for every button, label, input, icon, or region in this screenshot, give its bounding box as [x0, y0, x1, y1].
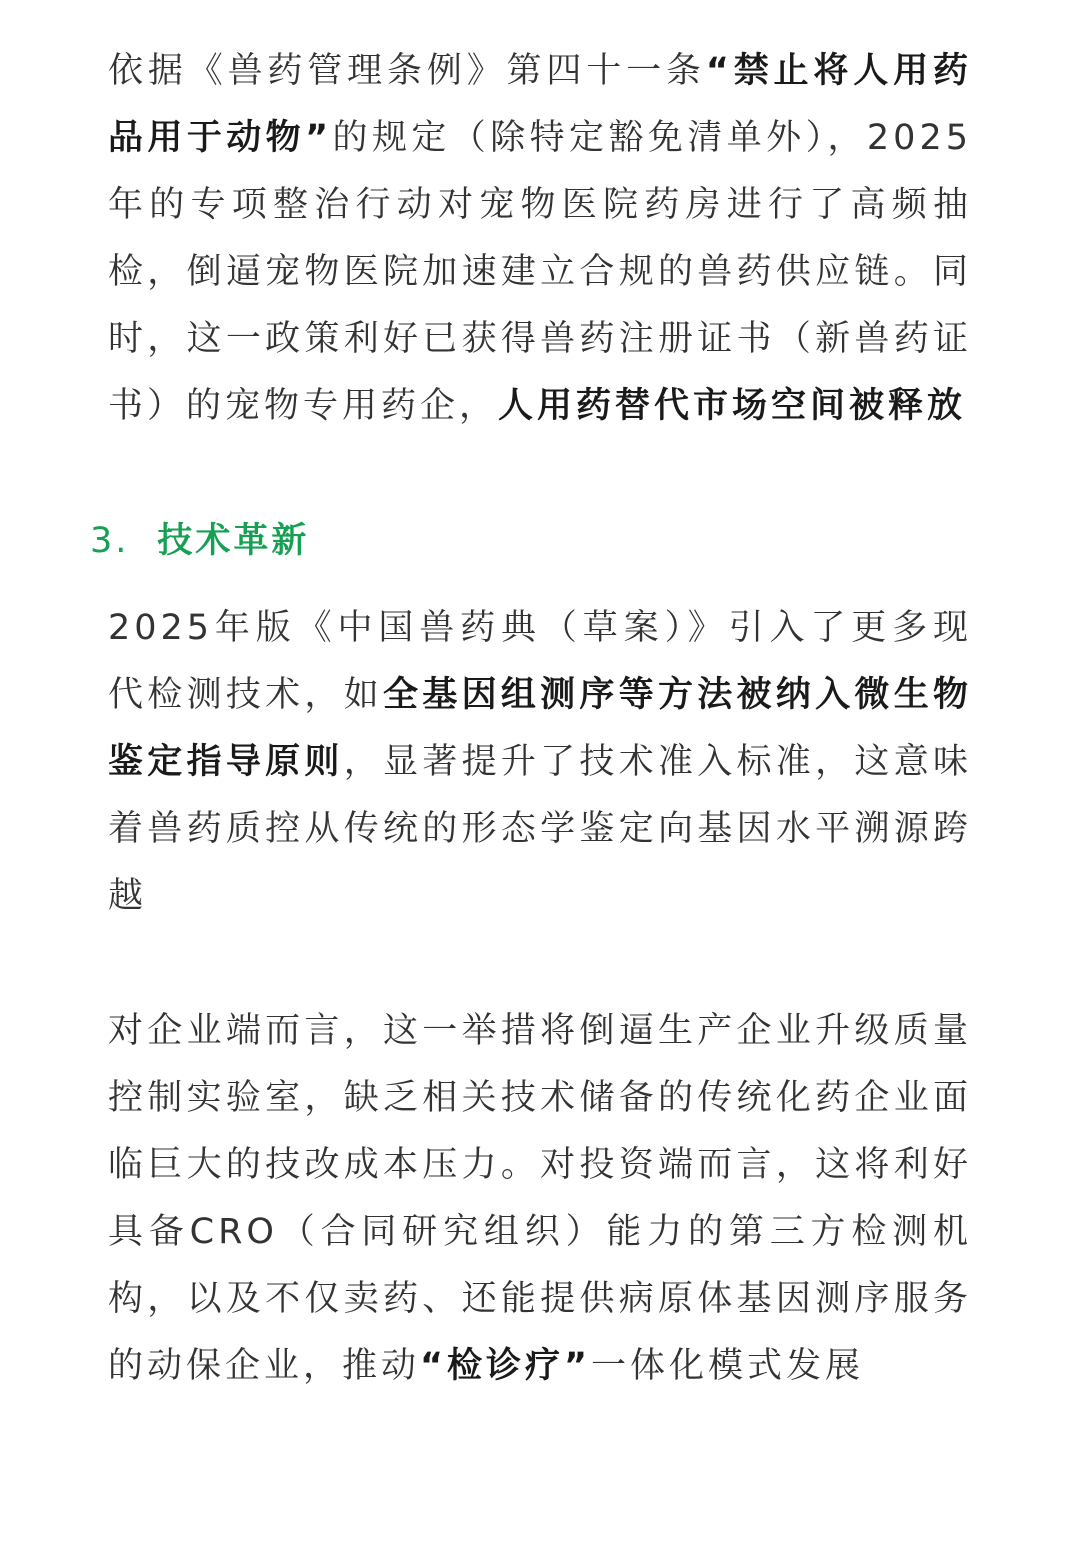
spacer [108, 930, 972, 998]
paragraph-regulation [108, 38, 972, 440]
paragraph-pharmacopoeia [108, 595, 972, 930]
paragraph-impact [108, 998, 972, 1400]
paragraph-text: 的规定（除特定豁免清单外），2025年的专项整治行动对宠物医院药房进行了高频抽检，倒逼宠物医院加速建立合规的兽药供应链。同时，这一政策利好已获得兽药注册证书（新兽药证书）的宠物专用药企， [108, 118, 972, 426]
bold-text: “检诊疗” [420, 1346, 592, 1386]
bold-text: 全基因组测序等方法被纳入微生物鉴定指导原则 [108, 675, 972, 782]
section-heading [90, 508, 972, 575]
section-number: 3. [90, 521, 130, 561]
spacer [108, 440, 972, 508]
spacer [108, 575, 972, 595]
paragraph-text: ，显著提升了技术准入标准，这意味着兽药质控从传统的形态学鉴定向基因水平溯源跨越 [108, 742, 972, 916]
bold-text: 人用药替代市场空间被释放 [498, 386, 967, 426]
bold-text: “禁止将人用药品用于动物” [108, 51, 972, 158]
paragraph-text: 对企业端而言，这一举措将倒逼生产企业升级质量控制实验室，缺乏相关技术储备的传统化药企业面临巨大的技改成本压力。对投资端而言，这将利好具备CRO（合同研究组织）能力的第三方检测机构，以及不仅卖药、还能提供病原体基因测序服务的动保企业，推动 [108, 1011, 972, 1386]
paragraph-text: 2025年版《中国兽药典（草案）》引入了更多现代检测技术，如 [108, 608, 972, 715]
paragraph-text: 一体化模式发展 [591, 1346, 865, 1386]
paragraph-text: 依据《兽药管理条例》第四十一条 [108, 51, 706, 91]
article-body [90, 38, 972, 1400]
section-title: 技术革新 [157, 521, 310, 561]
